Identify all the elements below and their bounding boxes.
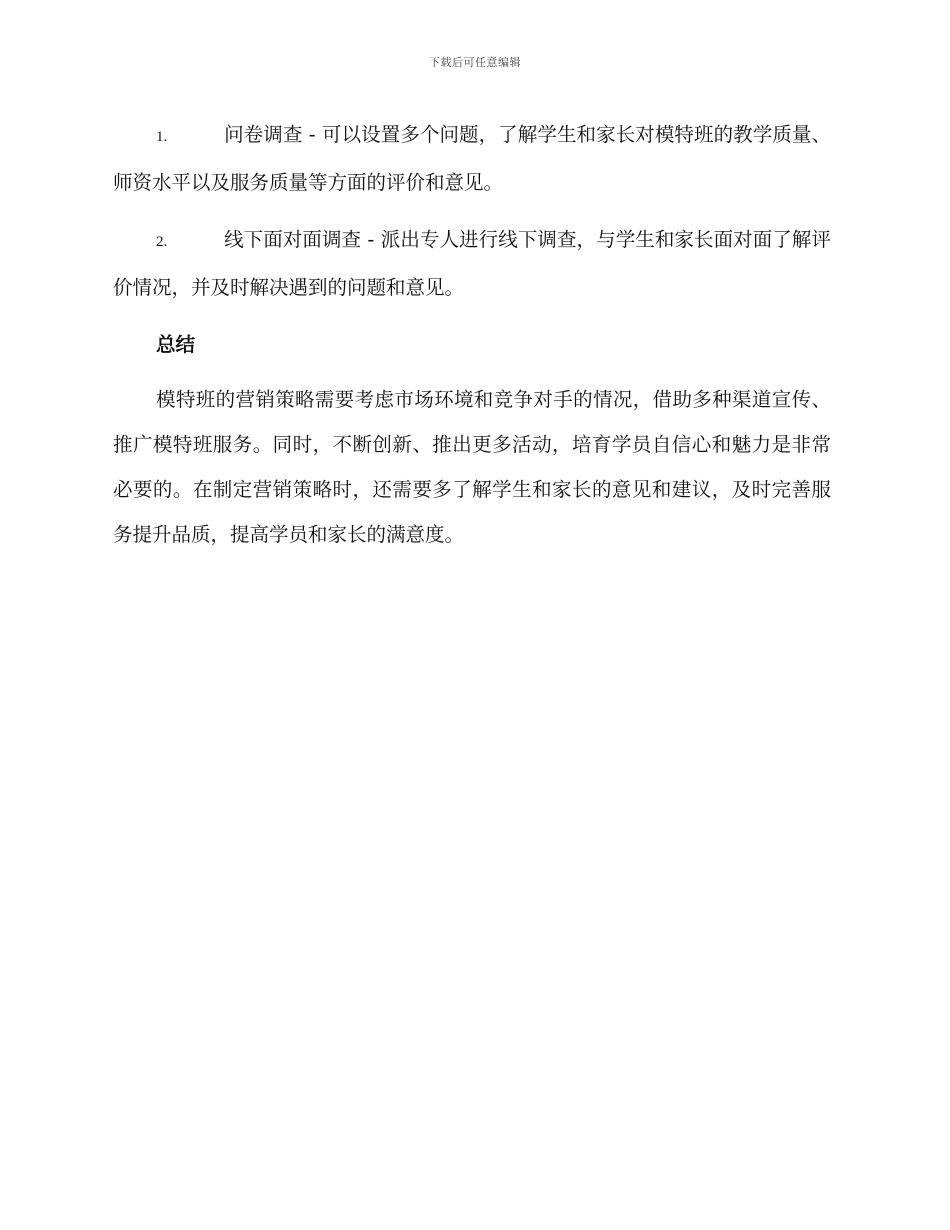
list-item-number: 1.	[156, 129, 168, 145]
list-item-text: 线下面对面调查 - 派出专人进行线下调查，与学生和家长面对面了解评价情况，并及时解决遇到的问题和意见。	[113, 228, 831, 299]
list-item-text: 问卷调查 - 可以设置多个问题，了解学生和家长对模特班的教学质量、师资水平以及服务质量等方面的评价和意见。	[113, 123, 831, 194]
list-item-number: 2.	[156, 234, 168, 250]
section-heading: 总结	[156, 333, 196, 356]
list-item	[113, 217, 831, 310]
summary-paragraph: 模特班的营销策略需要考虑市场环境和竞争对手的情况，借助多种渠道宣传、推广模特班服务。同时，不断创新、推出更多活动，培育学员自信心和魅力是非常必要的。在制定营销策略时，还需要多了解学生和家长的意见和建议，及时完善服务提升品质，提高学员和家长的满意度。	[113, 388, 831, 546]
list-item	[113, 112, 831, 205]
page-header: 下载后可任意编辑	[429, 56, 521, 69]
document-body	[113, 112, 831, 557]
